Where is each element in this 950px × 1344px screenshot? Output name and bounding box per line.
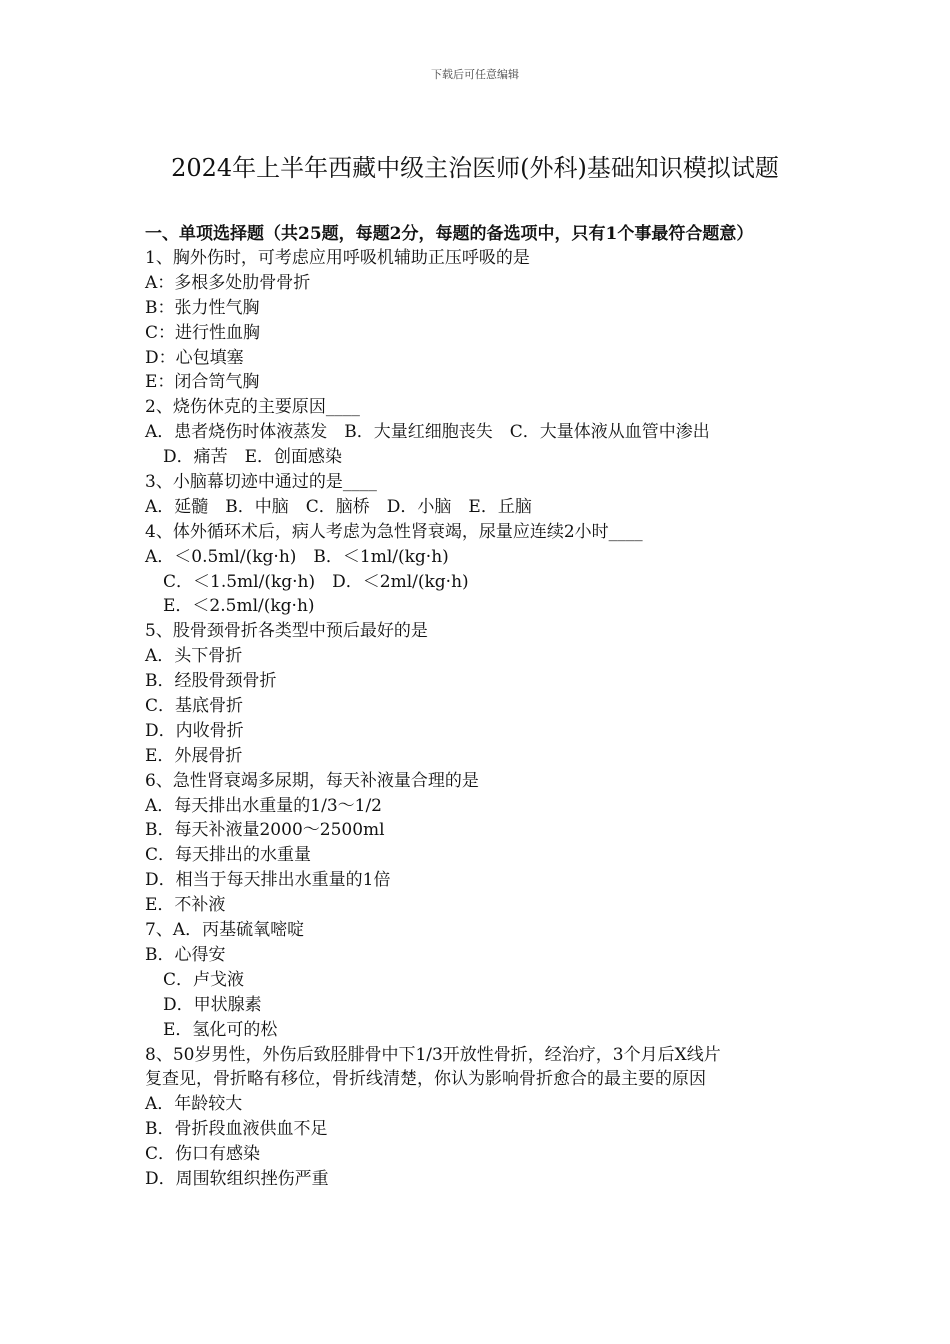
question-8-option-b: B．骨折段血液供血不足 xyxy=(145,1119,328,1140)
question-3-options: A．延髓 B．中脑 C．脑桥 D．小脑 E．丘脑 xyxy=(145,496,532,517)
section-heading: 一、单项选择题（共25题，每题2分，每题的备选项中，只有1个事最符合题意） xyxy=(145,224,754,244)
document-title: 2024年上半年西藏中级主治医师(外科)基础知识模拟试题 xyxy=(171,154,779,182)
question-7-option-b: B．心得安 xyxy=(145,944,226,965)
header-note: 下载后可任意编辑 xyxy=(431,68,519,81)
question-4: 4、体外循环术后，病人考虑为急性肾衰竭，尿量应连续2小时____ xyxy=(145,521,643,542)
question-7-option-e: E．氢化可的松 xyxy=(163,1019,278,1040)
question-2: 2、烧伤休克的主要原因____ xyxy=(145,397,360,418)
question-5-option-b: B．经股骨颈骨折 xyxy=(145,671,277,692)
question-5: 5、股骨颈骨折各类型中预后最好的是 xyxy=(145,621,428,642)
question-1: 1、胸外伤时，可考虑应用呼吸机辅助正压呼吸的是 xyxy=(145,248,530,268)
question-4-options-row-2: C．＜1.5ml/(kg·h) D．＜2ml/(kg·h) xyxy=(163,571,469,592)
question-4-options-row-1: A．＜0.5ml/(kg·h) B．＜1ml/(kg·h) xyxy=(145,546,449,567)
question-8-option-a: A．年龄较大 xyxy=(145,1094,243,1115)
question-6-option-c: C．每天排出的水重量 xyxy=(145,845,312,866)
question-8-line-2: 复查见，骨折略有移位，骨折线清楚，你认为影响骨折愈合的最主要的原因 xyxy=(145,1069,706,1090)
question-6-option-e: E．不补液 xyxy=(145,895,226,916)
question-1-option-b: B：张力性气胸 xyxy=(145,297,260,318)
question-5-option-c: C．基底骨折 xyxy=(145,696,244,717)
question-7-option-c: C．卢戈液 xyxy=(163,969,245,990)
question-1-option-c: C：进行性血胸 xyxy=(145,322,261,343)
question-6-option-d: D．相当于每天排出水重量的1倍 xyxy=(145,870,391,891)
question-6: 6、急性肾衰竭多尿期，每天补液量合理的是 xyxy=(145,770,479,791)
question-8-option-d: D．周围软组织挫伤严重 xyxy=(145,1168,329,1189)
question-1-option-d: D：心包填塞 xyxy=(145,347,244,368)
question-6-option-a: A．每天排出水重量的1/3～1/2 xyxy=(145,795,382,816)
question-6-option-b: B．每天补液量2000～2500ml xyxy=(145,820,385,841)
question-4-options-row-3: E．＜2.5ml/(kg·h) xyxy=(163,596,315,617)
question-3: 3、小脑幕切迹中通过的是____ xyxy=(145,472,377,493)
question-1-option-a: A：多根多处肋骨骨折 xyxy=(145,272,311,293)
document-body xyxy=(145,222,813,1192)
question-2-options-row-1: A．患者烧伤时体液蒸发 B．大量红细胞丧失 C．大量体液从血管中渗出 xyxy=(145,422,710,443)
question-1-option-e: E：闭合笥气胸 xyxy=(145,372,260,393)
question-7: 7、A．丙基硫氧嘧啶 xyxy=(145,920,305,941)
question-8-line-1: 8、50岁男性，外伤后致胫腓骨中下1/3开放性骨折，经治疗，3个月后X线片 xyxy=(145,1044,721,1065)
question-5-option-d: D．内收骨折 xyxy=(145,720,244,741)
question-8-option-c: C．伤口有感染 xyxy=(145,1144,261,1165)
question-2-options-row-2: D．痛苦 E．创面感染 xyxy=(163,447,343,468)
question-7-option-d: D．甲状腺素 xyxy=(163,994,262,1015)
question-5-option-a: A．头下骨折 xyxy=(145,646,243,667)
question-5-option-e: E．外展骨折 xyxy=(145,745,243,766)
